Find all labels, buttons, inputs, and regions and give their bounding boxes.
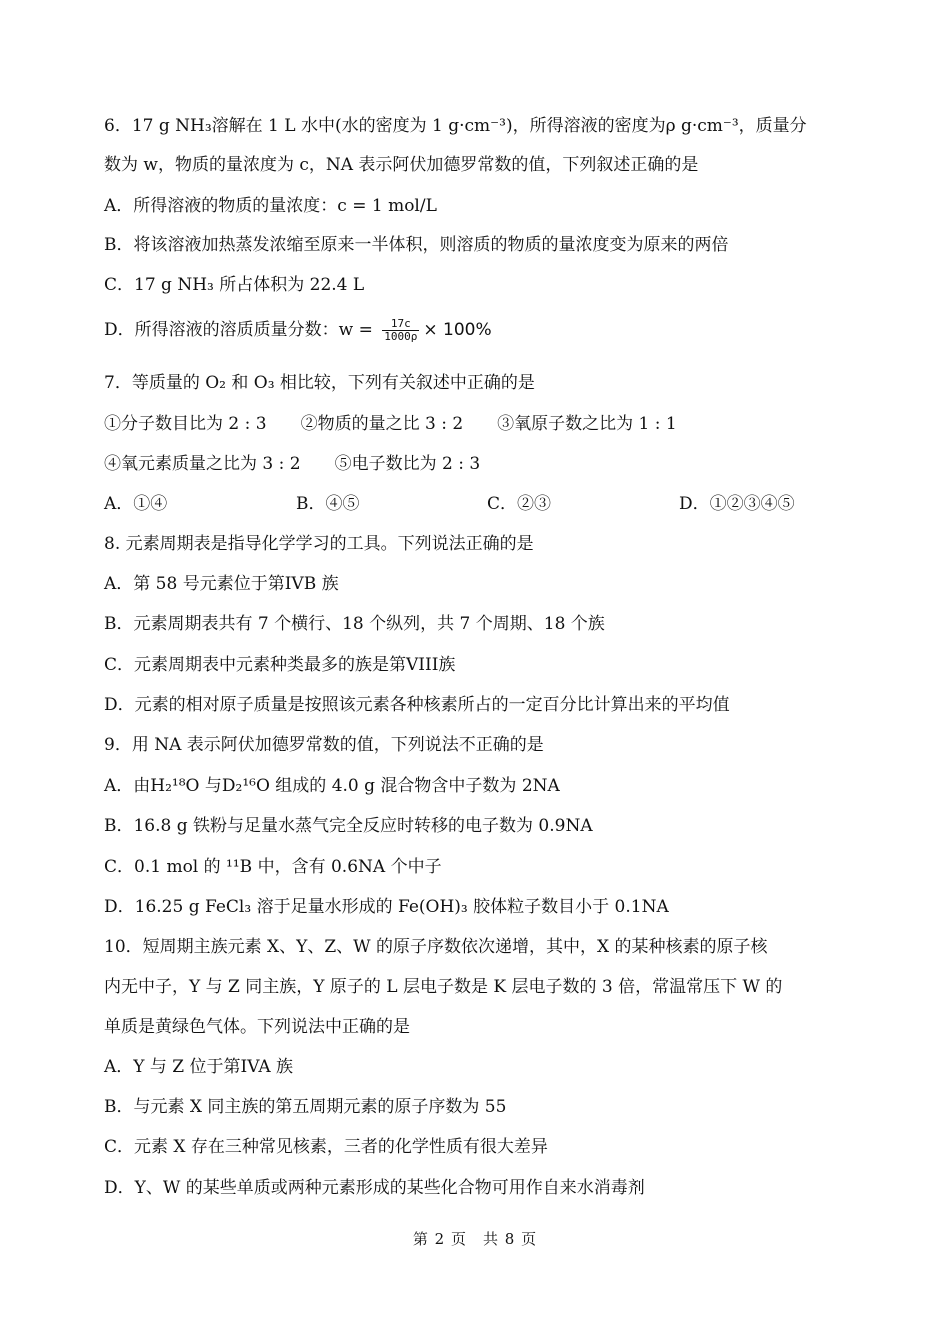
q8-option-a: A．第 58 号元素位于第IVB 族 [104,574,339,594]
q8-option-c: C．元素周期表中元素种类最多的族是第VIII族 [104,655,456,675]
q7-option-b: B．④⑤ [296,494,360,514]
fraction-numerator: 17c [382,318,419,331]
q6-stem-line2: 数为 w，物质的量浓度为 c，NA 表示阿伏加德罗常数的值，下列叙述正确的是 [104,155,699,175]
q6-option-d-fraction [382,318,419,343]
q7-stem: 7．等质量的 O₂ 和 O₃ 相比较，下列有关叙述中正确的是 [104,373,535,393]
q10-option-b: B．与元素 X 同主族的第五周期元素的原子序数为 55 [104,1097,507,1117]
q10-stem-line1: 10．短周期主族元素 X、Y、Z、W 的原子序数依次递增，其中，X 的某种核素的原子核 [104,937,768,957]
q7-option-d: D．①②③④⑤ [679,494,795,514]
q10-stem-line3: 单质是黄绿色气体。下列说法中正确的是 [104,1017,410,1037]
q9-option-d: D．16.25 g FeCl₃ 溶于足量水形成的 Fe(OH)₃ 胶体粒子数目小于 0.1NA [104,897,669,917]
q9-option-c: C．0.1 mol 的 ¹¹B 中，含有 0.6NA 个中子 [104,857,442,877]
q9-option-b: B．16.8 g 铁粉与足量水蒸气完全反应时转移的电子数为 0.9NA [104,816,593,836]
page-footer: 第 2 页 共 8 页 [412,1230,538,1248]
q6-option-d [104,318,492,343]
q9-stem: 9．用 NA 表示阿伏加德罗常数的值，下列说法不正确的是 [104,735,544,755]
q6-option-d-suffix: × 100% [423,320,492,340]
q10-option-a: A．Y 与 Z 位于第IVA 族 [104,1057,294,1077]
q7-items-line1: ①分子数目比为 2 : 3 ②物质的量之比 3 : 2 ③氧原子数之比为 1 : 1 [104,414,677,434]
q10-option-c: C．元素 X 存在三种常见核素，三者的化学性质有很大差异 [104,1137,548,1157]
q8-option-b: B．元素周期表共有 7 个横行、18 个纵列，共 7 个周期、18 个族 [104,614,605,634]
q7-option-c: C．②③ [487,494,552,514]
fraction-denominator: 1000ρ [384,330,418,343]
q8-stem: 8. 元素周期表是指导化学学习的工具。下列说法正确的是 [104,534,534,554]
q10-stem-line2: 内无中子，Y 与 Z 同主族，Y 原子的 L 层电子数是 K 层电子数的 3 倍，常温常压下 W 的 [104,977,783,997]
q8-option-d: D．元素的相对原子质量是按照该元素各种核素所占的一定百分比计算出来的平均值 [104,695,730,715]
q6-stem-line1: 6．17 g NH₃溶解在 1 L 水中(水的密度为 1 g·cm⁻³)，所得溶液的密度为ρ g·cm⁻³，质量分 [104,116,807,136]
q6-option-d-prefix: D．所得溶液的溶质质量分数：w = [104,320,379,340]
q7-option-a: A．①④ [104,494,168,514]
q6-option-a: A．所得溶液的物质的量浓度：c = 1 mol/L [104,196,437,216]
q10-option-d: D．Y、W 的某些单质或两种元素形成的某些化合物可用作自来水消毒剂 [104,1178,645,1198]
q6-option-c: C．17 g NH₃ 所占体积为 22.4 L [104,275,365,295]
q6-option-b: B．将该溶液加热蒸发浓缩至原来一半体积，则溶质的物质的量浓度变为原来的两倍 [104,235,729,255]
q7-items-line2: ④氧元素质量之比为 3 : 2 ⑤电子数比为 2 : 3 [104,454,481,474]
q9-option-a: A．由H₂¹⁸O 与D₂¹⁶O 组成的 4.0 g 混合物含中子数为 2NA [104,776,560,796]
